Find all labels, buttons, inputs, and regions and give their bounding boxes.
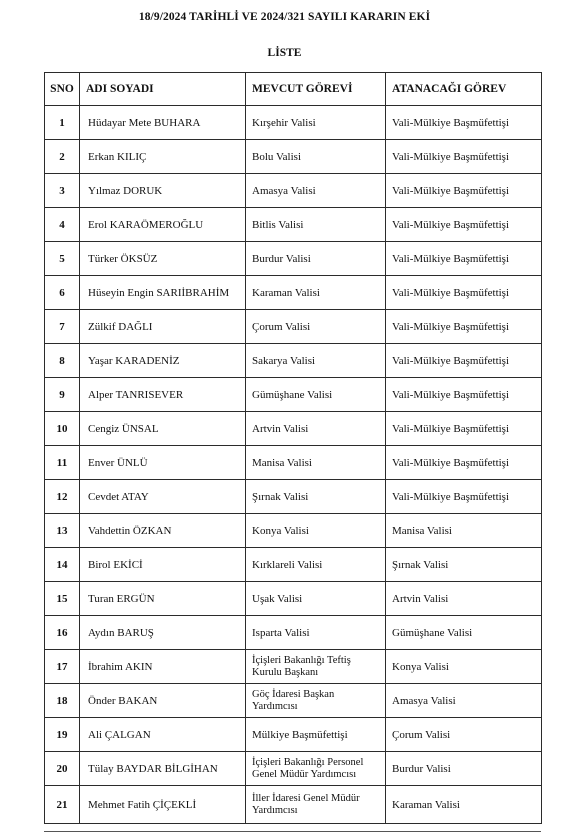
new-duty: Karaman Valisi: [386, 786, 542, 824]
current-duty: Gümüşhane Valisi: [246, 378, 386, 412]
new-duty: Amasya Valisi: [386, 684, 542, 718]
document-title: 18/9/2024 TARİHLİ VE 2024/321 SAYILI KARARIN EKİ: [138, 11, 431, 23]
person-name: Ali ÇALGAN: [80, 718, 246, 752]
current-duty: Burdur Valisi: [246, 242, 386, 276]
new-duty: Vali-Mülkiye Başmüfettişi: [386, 446, 542, 480]
row-number: 15: [45, 582, 80, 616]
current-duty: Bolu Valisi: [246, 140, 386, 174]
table-row: [45, 650, 542, 684]
table-row: [45, 208, 542, 242]
row-number: 11: [45, 446, 80, 480]
person-name: Erkan KILIÇ: [80, 140, 246, 174]
row-number: 20: [45, 752, 80, 786]
current-duty: Göç İdaresi Başkan Yardımcısı: [246, 684, 386, 718]
table-row: [45, 378, 542, 412]
current-duty: İçişleri Bakanlığı Personel Genel Müdür Yardımcısı: [246, 752, 386, 786]
current-duty: Sakarya Valisi: [246, 344, 386, 378]
row-number: 18: [45, 684, 80, 718]
new-duty: Şırnak Valisi: [386, 548, 542, 582]
current-duty: Uşak Valisi: [246, 582, 386, 616]
new-duty: Gümüşhane Valisi: [386, 616, 542, 650]
new-duty: Vali-Mülkiye Başmüfettişi: [386, 276, 542, 310]
column-header-name: ADI SOYADI: [80, 73, 246, 106]
row-number: 4: [45, 208, 80, 242]
person-name: Hüdayar Mete BUHARA: [80, 106, 246, 140]
person-name: Tülay BAYDAR BİLGİHAN: [80, 752, 246, 786]
current-duty: Konya Valisi: [246, 514, 386, 548]
person-name: Cengiz ÜNSAL: [80, 412, 246, 446]
person-name: Erol KARAÖMEROĞLU: [80, 208, 246, 242]
new-duty: Burdur Valisi: [386, 752, 542, 786]
person-name: Cevdet ATAY: [80, 480, 246, 514]
table-row: [45, 718, 542, 752]
appointment-table: [44, 72, 542, 824]
new-duty: Manisa Valisi: [386, 514, 542, 548]
current-duty: Karaman Valisi: [246, 276, 386, 310]
table-row: [45, 174, 542, 208]
new-duty: Artvin Valisi: [386, 582, 542, 616]
row-number: 17: [45, 650, 80, 684]
row-number: 16: [45, 616, 80, 650]
person-name: Hüseyin Engin SARIİBRAHİM: [80, 276, 246, 310]
person-name: Alper TANRISEVER: [80, 378, 246, 412]
column-header-current-duty: MEVCUT GÖREVİ: [246, 73, 386, 106]
person-name: Yılmaz DORUK: [80, 174, 246, 208]
row-number: 19: [45, 718, 80, 752]
page-bottom-rule: [44, 831, 541, 832]
person-name: Türker ÖKSÜZ: [80, 242, 246, 276]
row-number: 6: [45, 276, 80, 310]
person-name: Zülkif DAĞLI: [80, 310, 246, 344]
current-duty: Bitlis Valisi: [246, 208, 386, 242]
row-number: 14: [45, 548, 80, 582]
row-number: 8: [45, 344, 80, 378]
new-duty: Vali-Mülkiye Başmüfettişi: [386, 310, 542, 344]
person-name: Aydın BARUŞ: [80, 616, 246, 650]
new-duty: Vali-Mülkiye Başmüfettişi: [386, 208, 542, 242]
new-duty: Konya Valisi: [386, 650, 542, 684]
current-duty: Amasya Valisi: [246, 174, 386, 208]
current-duty: İller İdaresi Genel Müdür Yardımcısı: [246, 786, 386, 824]
new-duty: Vali-Mülkiye Başmüfettişi: [386, 106, 542, 140]
row-number: 12: [45, 480, 80, 514]
row-number: 21: [45, 786, 80, 824]
person-name: Mehmet Fatih ÇİÇEKLİ: [80, 786, 246, 824]
table-row: [45, 106, 542, 140]
table-row: [45, 684, 542, 718]
list-title: LİSTE: [267, 47, 302, 59]
table-row: [45, 446, 542, 480]
table-row: [45, 548, 542, 582]
table-row: [45, 616, 542, 650]
person-name: Vahdettin ÖZKAN: [80, 514, 246, 548]
row-number: 2: [45, 140, 80, 174]
new-duty: Çorum Valisi: [386, 718, 542, 752]
row-number: 1: [45, 106, 80, 140]
person-name: Önder BAKAN: [80, 684, 246, 718]
current-duty: Mülkiye Başmüfettişi: [246, 718, 386, 752]
person-name: Enver ÜNLÜ: [80, 446, 246, 480]
current-duty: Artvin Valisi: [246, 412, 386, 446]
current-duty: Çorum Valisi: [246, 310, 386, 344]
new-duty: Vali-Mülkiye Başmüfettişi: [386, 242, 542, 276]
column-header-new-duty: ATANACAĞI GÖREV: [386, 73, 542, 106]
row-number: 13: [45, 514, 80, 548]
new-duty: Vali-Mülkiye Başmüfettişi: [386, 412, 542, 446]
new-duty: Vali-Mülkiye Başmüfettişi: [386, 344, 542, 378]
new-duty: Vali-Mülkiye Başmüfettişi: [386, 174, 542, 208]
table-row: [45, 276, 542, 310]
current-duty: Manisa Valisi: [246, 446, 386, 480]
table-row: [45, 140, 542, 174]
current-duty: İçişleri Bakanlığı Teftiş Kurulu Başkanı: [246, 650, 386, 684]
row-number: 5: [45, 242, 80, 276]
table-row: [45, 480, 542, 514]
current-duty: Isparta Valisi: [246, 616, 386, 650]
table-row: [45, 344, 542, 378]
table-row: [45, 242, 542, 276]
new-duty: Vali-Mülkiye Başmüfettişi: [386, 140, 542, 174]
current-duty: Kırklareli Valisi: [246, 548, 386, 582]
row-number: 10: [45, 412, 80, 446]
table-row: [45, 752, 542, 786]
table-row: [45, 514, 542, 548]
new-duty: Vali-Mülkiye Başmüfettişi: [386, 378, 542, 412]
person-name: Yaşar KARADENİZ: [80, 344, 246, 378]
row-number: 3: [45, 174, 80, 208]
table-row: [45, 582, 542, 616]
table-row: [45, 310, 542, 344]
table-row: [45, 786, 542, 824]
new-duty: Vali-Mülkiye Başmüfettişi: [386, 480, 542, 514]
person-name: Turan ERGÜN: [80, 582, 246, 616]
row-number: 9: [45, 378, 80, 412]
column-header-no: SNO: [45, 73, 80, 106]
current-duty: Şırnak Valisi: [246, 480, 386, 514]
table-row: [45, 412, 542, 446]
row-number: 7: [45, 310, 80, 344]
person-name: İbrahim AKIN: [80, 650, 246, 684]
current-duty: Kırşehir Valisi: [246, 106, 386, 140]
table-header-row: [45, 73, 542, 106]
person-name: Birol EKİCİ: [80, 548, 246, 582]
